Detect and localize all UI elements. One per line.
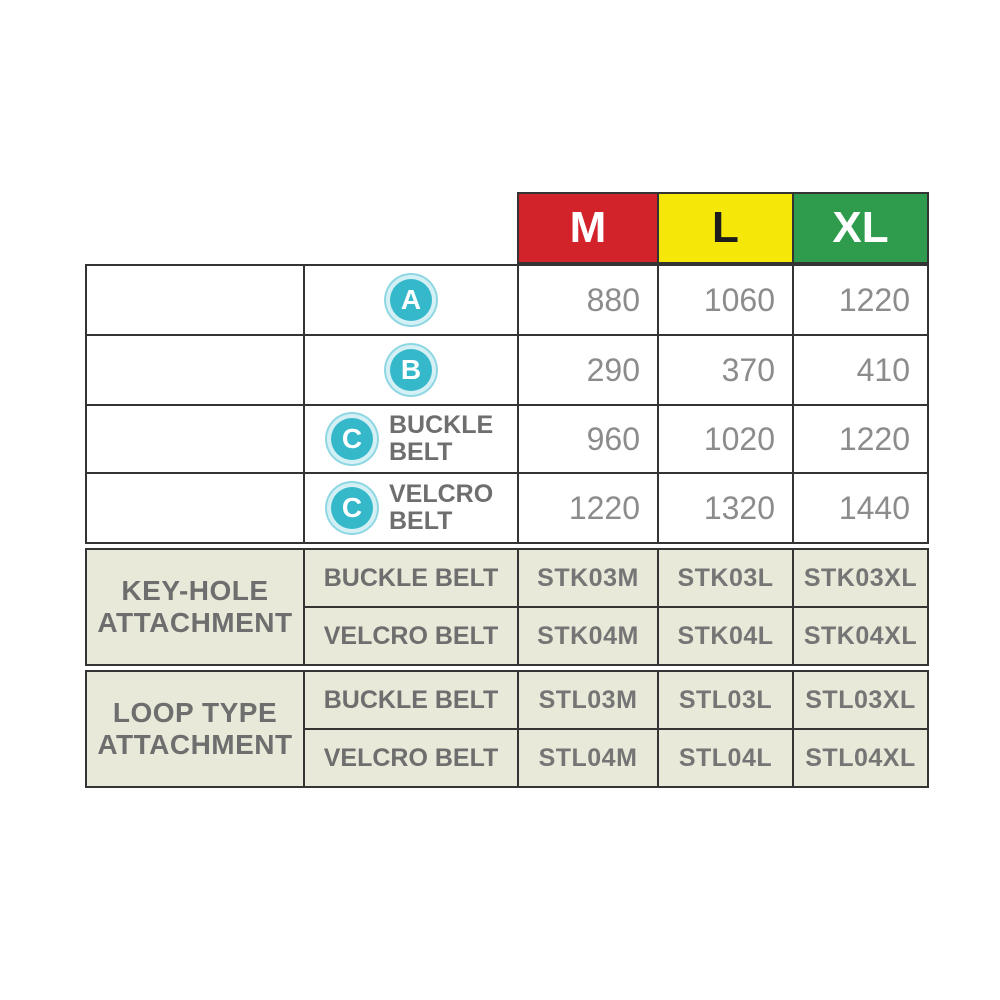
belt-cell: VELCRO BELT	[304, 607, 518, 665]
product-code-cell: STL03XL	[793, 671, 928, 729]
size-header-l: L	[658, 193, 793, 263]
measurement-value-cell: 1220	[793, 405, 928, 473]
empty-cell	[86, 335, 304, 405]
measurement-row-c-velcro	[86, 473, 928, 543]
marker-with-label	[305, 481, 517, 535]
marker-b-icon: B	[390, 349, 432, 391]
marker-cell	[304, 335, 518, 405]
measurement-value-cell: 960	[518, 405, 658, 473]
belt-cell: BUCKLE BELT	[304, 671, 518, 729]
belt-type-label-line2: BELT	[389, 438, 453, 466]
marker-c-icon: C	[331, 487, 373, 529]
attachment-category-label	[87, 697, 303, 761]
measurement-row-c-buckle	[86, 405, 928, 473]
measurement-row-b	[86, 335, 928, 405]
loop-attachment-table	[85, 670, 929, 788]
measurement-value-cell: 880	[518, 265, 658, 335]
header-row	[518, 193, 928, 263]
category-label-line1: LOOP TYPE	[112, 696, 278, 728]
belt-type-label-line1: VELCRO	[389, 480, 494, 508]
measurement-value-cell: 1020	[658, 405, 793, 473]
measurement-value-cell: 1220	[793, 265, 928, 335]
measurement-value-cell: 1440	[793, 473, 928, 543]
category-label-line1: KEY-HOLE	[121, 574, 269, 606]
belt-type-label	[389, 481, 493, 535]
measurement-value-cell: 410	[793, 335, 928, 405]
belt-type-label-line1: BUCKLE	[389, 411, 494, 439]
marker-cell	[304, 265, 518, 335]
marker-c-icon: C	[331, 418, 373, 460]
product-code-cell: STK04XL	[793, 607, 928, 665]
attachment-category-label	[87, 575, 303, 639]
keyhole-attachment-table	[85, 548, 929, 666]
empty-cell	[86, 265, 304, 335]
product-code-cell: STL04M	[518, 729, 658, 787]
keyhole-buckle-row	[86, 549, 928, 607]
measurement-value-cell: 370	[658, 335, 793, 405]
category-label-line2: ATTACHMENT	[97, 729, 293, 760]
measurement-value-cell: 1320	[658, 473, 793, 543]
product-code-cell: STK03L	[658, 549, 793, 607]
product-code-cell: STK03XL	[793, 549, 928, 607]
product-code-cell: STL03M	[518, 671, 658, 729]
empty-cell	[86, 473, 304, 543]
marker-a-icon: A	[390, 279, 432, 321]
measurement-value-cell: 1220	[518, 473, 658, 543]
marker-cell	[304, 473, 518, 543]
size-header-m: M	[518, 193, 658, 263]
marker-cell	[304, 405, 518, 473]
belt-cell: BUCKLE BELT	[304, 549, 518, 607]
product-code-cell: STK03M	[518, 549, 658, 607]
size-chart	[85, 192, 927, 788]
category-label-line2: ATTACHMENT	[97, 607, 293, 638]
size-header-xl: XL	[793, 193, 928, 263]
product-code-cell: STK04L	[658, 607, 793, 665]
loop-buckle-row	[86, 671, 928, 729]
measurement-value-cell: 1060	[658, 265, 793, 335]
product-code-cell: STL04XL	[793, 729, 928, 787]
product-code-cell: STL03L	[658, 671, 793, 729]
belt-cell: VELCRO BELT	[304, 729, 518, 787]
empty-cell	[86, 405, 304, 473]
product-code-cell: STK04M	[518, 607, 658, 665]
size-header-row	[517, 192, 929, 264]
belt-type-label-line2: BELT	[389, 507, 453, 535]
product-code-cell: STL04L	[658, 729, 793, 787]
measurements-table	[85, 264, 929, 544]
attachment-category-cell	[86, 671, 304, 787]
belt-type-label	[389, 412, 493, 466]
measurement-row-a	[86, 265, 928, 335]
measurement-value-cell: 290	[518, 335, 658, 405]
attachment-category-cell	[86, 549, 304, 665]
marker-with-label	[305, 412, 517, 466]
